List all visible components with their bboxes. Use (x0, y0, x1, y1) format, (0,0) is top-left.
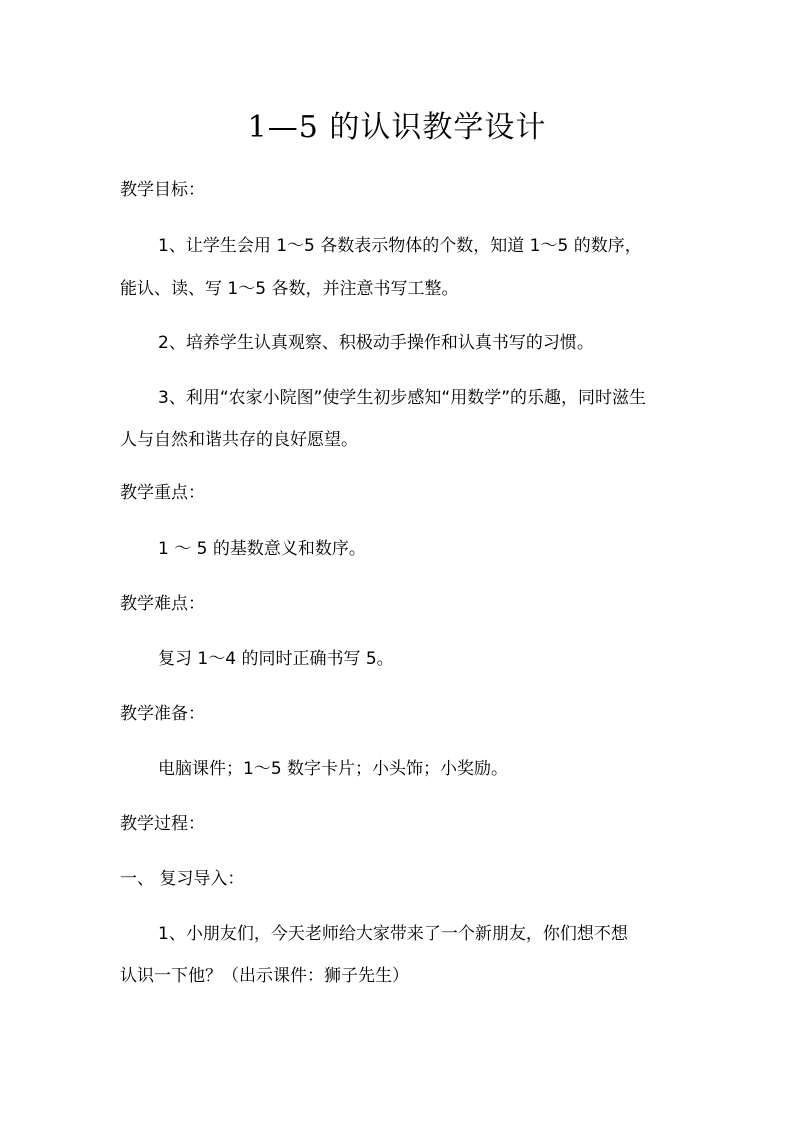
objectives-heading: 教学目标： (120, 180, 205, 200)
preparation-heading: 教学准备： (120, 704, 205, 724)
document-title: 1—5 的认识教学设计 (247, 110, 547, 145)
difficulties-text: 复习 1～4 的同时正确书写 5。 (158, 649, 394, 669)
objective-2: 2、培养学生认真观察、积极动手操作和认真书写的习惯。 (158, 333, 594, 353)
step-1-line-1: 1、小朋友们，今天老师给大家带来了一个新朋友，你们想不想 (158, 924, 628, 944)
objective-3-line-2: 人与自然和谐共存的良好愿望。 (120, 430, 358, 450)
preparation-text: 电脑课件；1～5 数字卡片；小头饰；小奖励。 (158, 759, 509, 779)
objective-1-line-2: 能认、读、写 1～5 各数，并注意书写工整。 (120, 279, 459, 299)
process-heading: 教学过程： (120, 814, 205, 834)
key-points-heading: 教学重点： (120, 483, 205, 503)
objective-3-line-1: 3、利用“农家小院图”使学生初步感知“用数学”的乐趣，同时滋生 (158, 388, 647, 408)
step-1-line-2: 认识一下他？（出示课件：狮子先生） (120, 966, 409, 986)
objective-1-line-1: 1、让学生会用 1～5 各数表示物体的个数，知道 1～5 的数序， (158, 236, 642, 256)
difficulties-heading: 教学难点： (120, 594, 205, 614)
section-1-heading: 一、 复习导入： (120, 869, 245, 889)
key-points-text: 1 ～ 5 的基数意义和数序。 (158, 539, 366, 559)
